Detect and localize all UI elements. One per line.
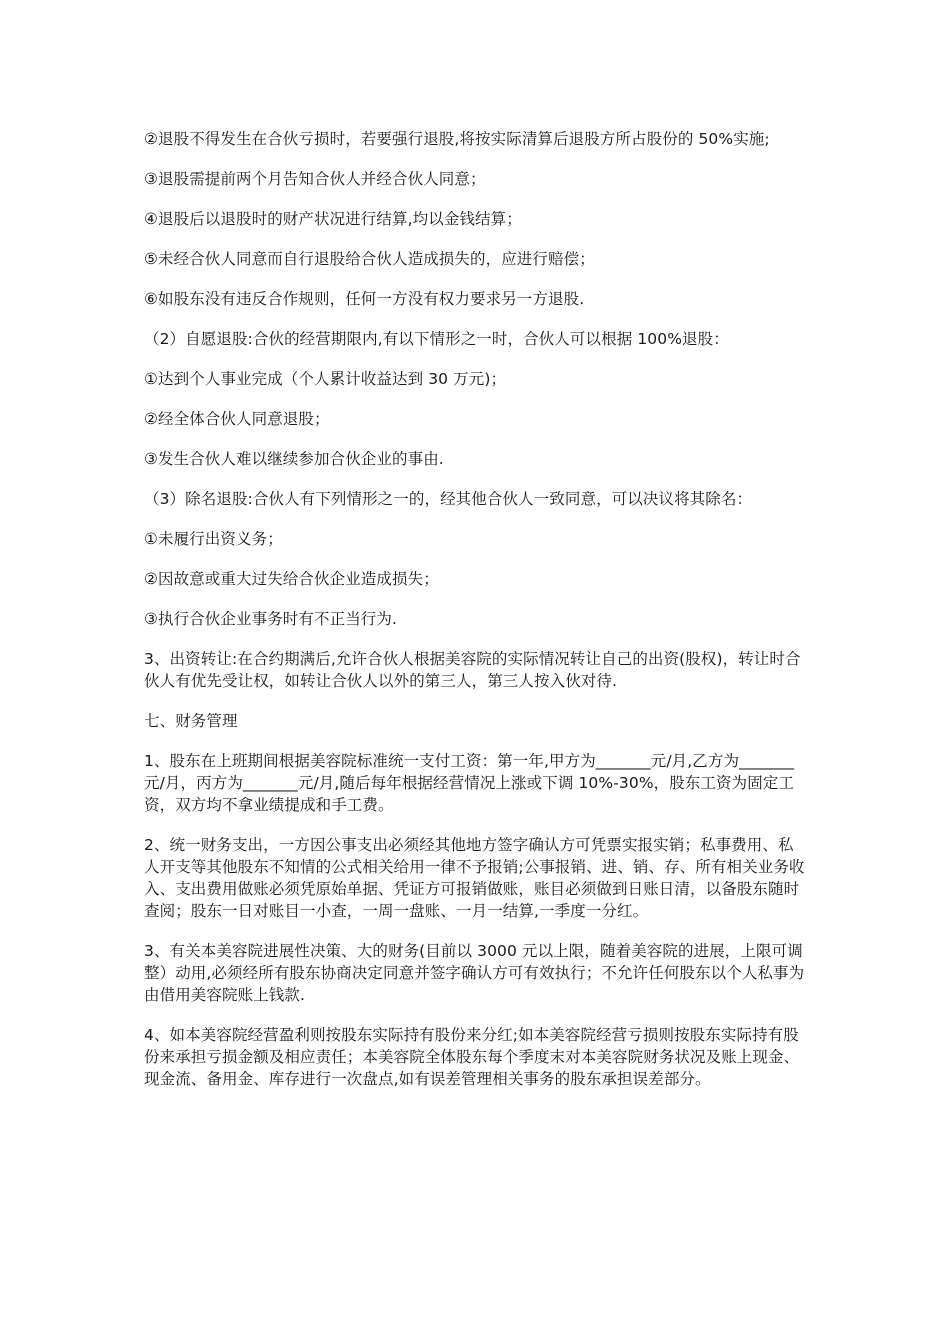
paragraph-expulsion-item-2: ②因故意或重大过失给合伙企业造成损失；: [144, 570, 439, 588]
paragraph-expulsion-item-1: ①未履行出资义务；: [144, 530, 283, 548]
section-heading-finance: 七、财务管理: [144, 712, 238, 730]
paragraph-expulsion-withdrawal: （3）除名退股:合伙人有下列情形之一的，经其他合伙人一致同意，可以决议将其除名：: [144, 490, 753, 508]
paragraph-voluntary-withdrawal: （2）自愿退股:合伙的经营期限内,有以下情形之一时，合伙人可以根据 100%退股：: [144, 330, 729, 348]
paragraph-voluntary-item-2: ②经全体合伙人同意退股；: [144, 410, 330, 428]
paragraph-withdrawal-clause-4: ④退股后以退股时的财产状况进行结算,均以金钱结算；: [144, 210, 522, 228]
paragraph-withdrawal-clause-6: ⑥如股东没有违反合作规则，任何一方没有权力要求另一方退股.: [144, 290, 585, 308]
document-body: [144, 128, 808, 1108]
paragraph-voluntary-item-3: ③发生合伙人难以继续参加合伙企业的事由.: [144, 450, 444, 468]
paragraph-withdrawal-clause-3: ③退股需提前两个月告知合伙人并经合伙人同意；: [144, 170, 486, 188]
paragraph-finance-item-1: 1、股东在上班期间根据美容院标准统一支付工资：第一年,甲方为_______元/月,乙方为_______元/月，丙方为_______元/月,随后每年根据经营情况上涨或下调 10%-30%，股东工资为固定工资，双方均不拿业绩提成和手工费。: [144, 752, 795, 814]
paragraph-withdrawal-clause-5: ⑤未经合伙人同意而自行退股给合伙人造成损失的，应进行赔偿；: [144, 250, 595, 268]
paragraph-capital-transfer: 3、出资转让:在合约期满后,允许合伙人根据美容院的实际情况转让自己的出资(股权)，转让时合伙人有优先受让权，如转让合伙人以外的第三人，第三人按入伙对待.: [144, 650, 801, 690]
paragraph-finance-item-3: 3、有关本美容院进展性决策、大的财务(目前以 3000 元以上限，随着美容院的进展，上限可调整）动用,必须经所有股东协商决定同意并签字确认方可有效执行；不允许任何股东以个人私事为由借用美容院账上钱款.: [144, 942, 805, 1004]
paragraph-finance-item-2: 2、统一财务支出，一方因公事支出必须经其他地方签字确认方可凭票实报实销；私事费用、私人开支等其他股东不知情的公式相关给用一律不予报销;公事报销、进、销、存、所有相关业务收入、支出费用做账必须凭原始单据、凭证方可报销做账，账目必须做到日账日清，以备股东随时查阅；股东一日对账目一小查，一周一盘账、一月一结算,一季度一分红。: [144, 836, 805, 920]
paragraph-finance-item-4: 4、如本美容院经营盈利则按股东实际持有股份来分红;如本美容院经营亏损则按股东实际持有股份来承担亏损金额及相应责任；本美容院全体股东每个季度末对本美容院财务状况及账上现金、现金流、备用金、库存进行一次盘点,如有误差管理相关事务的股东承担误差部分。: [144, 1026, 800, 1088]
paragraph-expulsion-item-3: ③执行合伙企业事务时有不正当行为.: [144, 610, 398, 628]
paragraph-voluntary-item-1: ①达到个人事业完成（个人累计收益达到 30 万元)；: [144, 370, 507, 388]
paragraph-withdrawal-clause-2: ②退股不得发生在合伙亏损时，若要强行退股,将按实际清算后退股方所占股份的 50%实施;: [144, 130, 770, 148]
